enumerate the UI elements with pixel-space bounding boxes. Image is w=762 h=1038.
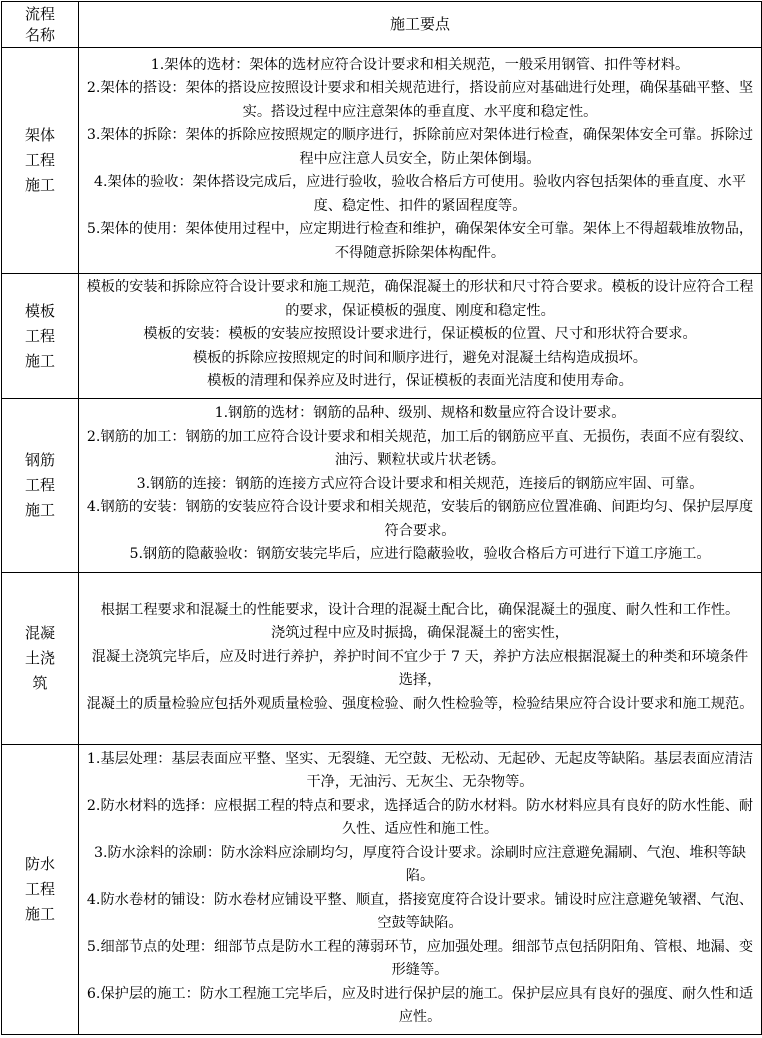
- key-points-cell: [79, 745, 762, 1035]
- key-point-item: 1.基层处理：基层表面应平整、坚实、无裂缝、无空鼓、无松动、无起砂、无起皮等缺陷。基层表面应清洁干净，无油污、无灰尘、无杂物等。: [86, 750, 754, 790]
- key-point-item: 2.架体的搭设：架体的搭设应按照设计要求和相关规范进行，搭设前应对基础进行处理，确保基础平整、坚实。搭设过程中应注意架体的垂直度、水平度和稳定性。: [86, 80, 754, 120]
- process-name-line: 模板: [24, 301, 55, 320]
- table-header-row: [2, 2, 762, 48]
- key-point-item: 混凝土的质量检验应包括外观质量检验、强度检验、耐久性检验等，检验结果应符合设计要求和施工规范。: [86, 695, 754, 712]
- key-point-item: 3.钢筋的连接：钢筋的连接方式应符合设计要求和相关规范，连接后的钢筋应牢固、可靠。: [136, 475, 704, 492]
- table-row-waterproofing: [2, 745, 762, 1035]
- key-point-item: 1.钢筋的选材：钢筋的品种、级别、规格和数量应符合设计要求。: [214, 405, 626, 422]
- key-points-cell: [79, 274, 762, 399]
- key-point-item: 4.防水卷材的铺设：防水卷材应铺设平整、顺直，搭接宽度符合设计要求。铺设时应注意避免皱褶、气泡、空鼓等缺陷。: [86, 891, 754, 931]
- key-points-header: 施工要点: [79, 2, 762, 48]
- key-points-cell: [79, 573, 762, 745]
- process-name-line: 防水: [24, 855, 55, 873]
- key-point-item: 5.细部节点的处理：细部节点是防水工程的薄弱环节，应加强处理。细部节点包括阴阳角、管根、地漏、变形缝等。: [86, 938, 754, 978]
- process-name-line: 筑: [32, 674, 48, 692]
- key-point-item: 5.架体的使用：架体使用过程中，应定期进行检查和维护，确保架体安全可靠。架体上不得超载堆放物品，不得随意拆除架体构配件。: [86, 221, 754, 261]
- process-name-line: 工程: [24, 880, 55, 898]
- table-row-concrete: [2, 573, 762, 745]
- key-point-item: 模板的清理和保养应及时进行，保证模板的表面光洁度和使用寿命。: [207, 373, 633, 390]
- process-name-header-line1: 流程: [24, 4, 55, 23]
- process-name-cell: [2, 573, 79, 745]
- key-point-item: 3.架体的拆除：架体的拆除应按照规定的顺序进行，拆除前应对架体进行检查，确保架体安全可靠。拆除过程中应注意人员安全，防止架体倒塌。: [86, 127, 754, 167]
- key-points-cell: [79, 399, 762, 573]
- key-point-item: 1.架体的选材：架体的选材应符合设计要求和相关规范，一般采用钢管、扣件等材料。: [150, 56, 690, 73]
- table-row-rebar: [2, 399, 762, 573]
- table-row-scaffold: [2, 48, 762, 274]
- key-points-cell: [79, 48, 762, 274]
- table-row-formwork: [2, 274, 762, 399]
- key-point-item: 4.架体的验收：架体搭设完成后，应进行验收，验收合格后方可使用。验收内容包括架体的垂直度、水平度、稳定性、扣件的紧固程度等。: [94, 174, 746, 214]
- process-name-line: 混凝: [24, 624, 55, 642]
- key-point-item: 浇筑过程中应及时振捣，确保混凝土的密实性，: [271, 625, 569, 642]
- key-point-item: 2.钢筋的加工：钢筋的加工应符合设计要求和相关规范，加工后的钢筋应平直、无损伤，表面不应有裂纹、油污、颗粒状或片状老锈。: [86, 428, 754, 469]
- process-name-header: [2, 2, 79, 48]
- key-point-item: 6.保护层的施工：防水工程施工完毕后，应及时进行保护层的施工。保护层应具有良好的强度、耐久性和适应性。: [86, 985, 754, 1025]
- process-name-line: 工程: [24, 326, 55, 345]
- key-point-item: 混凝土浇筑完毕后，应及时进行养护，养护时间不宜少于 7 天，养护方法应根据混凝土的种类和环境条件选择，: [91, 648, 749, 689]
- process-name-line: 施工: [24, 501, 55, 519]
- key-point-item: 模板的安装：模板的安装应按照设计要求进行，保证模板的位置、尺寸和形状符合要求。: [143, 326, 697, 343]
- process-name-line: 钢筋: [24, 451, 55, 469]
- process-name-cell: [2, 274, 79, 399]
- process-name-cell: [2, 48, 79, 274]
- process-name-cell: [2, 745, 79, 1035]
- process-name-line: 施工: [24, 176, 55, 194]
- key-point-item: 模板的拆除应按照规定的时间和顺序进行，避免对混凝土结构造成损坏。: [192, 349, 647, 366]
- process-name-line: 施工: [24, 905, 55, 923]
- key-point-item: 3.防水涂料的涂刷：防水涂料应涂刷均匀，厚度符合设计要求。涂刷时应注意避免漏刷、气泡、堆积等缺陷。: [94, 844, 746, 884]
- process-name-line: 工程: [24, 151, 55, 169]
- key-point-item: 2.防水材料的选择：应根据工程的特点和要求，选择适合的防水材料。防水材料应具有良好的防水性能、耐久性、适应性和施工性。: [86, 797, 754, 837]
- process-name-line: 工程: [24, 476, 55, 494]
- key-point-item: 5.钢筋的隐蔽验收：钢筋安装完毕后，应进行隐蔽验收，验收合格后方可进行下道工序施工。: [129, 546, 711, 563]
- process-name-cell: [2, 399, 79, 573]
- process-name-line: 架体: [24, 126, 55, 144]
- key-point-item: 4.钢筋的安装：钢筋的安装应符合设计要求和相关规范，安装后的钢筋应位置准确、间距均匀、保护层厚度符合要求。: [86, 499, 754, 539]
- process-name-line: 土浇: [24, 649, 55, 667]
- key-point-item: 根据工程要求和混凝土的性能要求，设计合理的混凝土配合比，确保混凝土的强度、耐久性和工作性。: [100, 601, 740, 618]
- construction-process-table: [1, 1, 762, 1035]
- process-name-line: 施工: [24, 351, 55, 370]
- key-point-item: 模板的安装和拆除应符合设计要求和施工规范，确保混凝土的形状和尺寸符合要求。模板的设计应符合工程的要求，保证模板的强度、刚度和稳定性。: [86, 279, 754, 319]
- process-name-header-line2: 名称: [24, 25, 55, 44]
